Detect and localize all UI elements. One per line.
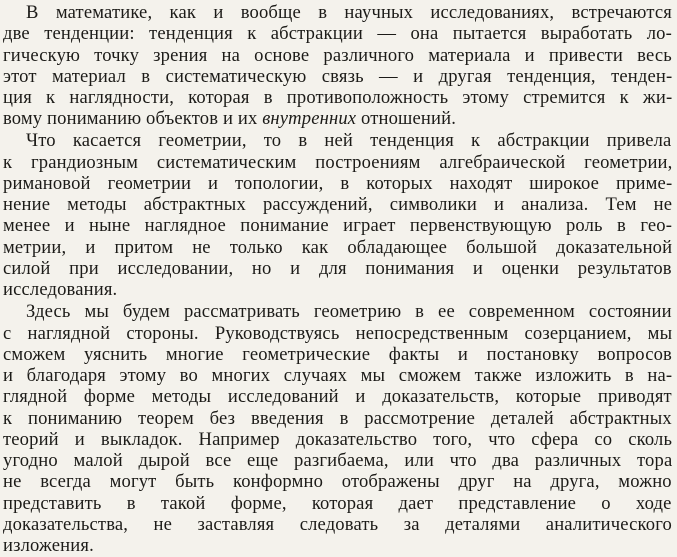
text-line: римановой геометрии и топологии, в которых находят широкое приме- xyxy=(3,172,673,194)
text-line: метрии, и притом не только как обладающее большой доказательной xyxy=(3,236,673,258)
text-line: В математике, как и вообще в научных исследованиях, встречаются xyxy=(26,2,672,23)
text-line: доказательства, не заставляя следовать за деталями аналитического xyxy=(3,513,672,535)
text-line: ция к наглядности, которая в противоположность этому стремится к жи- xyxy=(3,87,673,108)
text-line: представить в такой форме, которая дает представление о ходе xyxy=(3,492,672,514)
text-line: изложения. xyxy=(3,535,94,556)
text-line: к пониманию теорем без введения в рассмотрение деталей абстрактных xyxy=(3,407,672,429)
text-run: отношений. xyxy=(356,108,457,130)
text-line: Здесь мы будем рассматривать геометрию в ее современном состоянии xyxy=(26,301,672,323)
text-line: нение методы абстрактных рассуждений, символики и анализа. Тем не xyxy=(3,194,673,216)
text-line: силой при исследовании, но и для понимания и оценки результатов xyxy=(3,257,672,279)
text-line: гическую точку зрения на основе различного материала и привести весь xyxy=(3,44,672,66)
text-line: угодно малой дырой все еще разгибаема, или что два различных тора xyxy=(3,450,673,471)
text-line: к грандиозным систематическим построениям алгебраической геометрии, xyxy=(3,151,673,173)
text-run: вому пониманию объектов и их xyxy=(3,108,263,130)
text-line: Что касается геометрии, то в ней тенденция к абстракции привела xyxy=(26,130,672,152)
text-line: теорий и выкладок. Например доказательство того, что сфера со сколь xyxy=(3,428,673,450)
text-line: и благодаря этому во многих случаях мы сможем также изложить в на- xyxy=(3,365,673,387)
text-line: с наглядной стороны. Руководствуясь непосредственным созерцанием, мы xyxy=(3,322,673,344)
text-line: глядной форме методы исследований и доказательств, которые приводят xyxy=(3,386,672,408)
text-line: сможем уяснить многие геометрические факты и постановку вопросов xyxy=(3,343,672,365)
text-line xyxy=(3,108,456,129)
text-line: две тенденции: тенденция к абстракции — она пытается выработать ло- xyxy=(3,23,672,45)
text-line: этот материал в систематическую связь — и другая тенденция, тенден- xyxy=(3,65,673,87)
emphasized-word: внутренних xyxy=(262,108,357,130)
text-line: менее и ныне наглядное понимание играет первенствующую роль в гео- xyxy=(3,215,673,237)
text-line: не всегда могут быть конформно отображены друг на друга, можно xyxy=(3,471,672,493)
text-line: исследования. xyxy=(3,279,118,301)
